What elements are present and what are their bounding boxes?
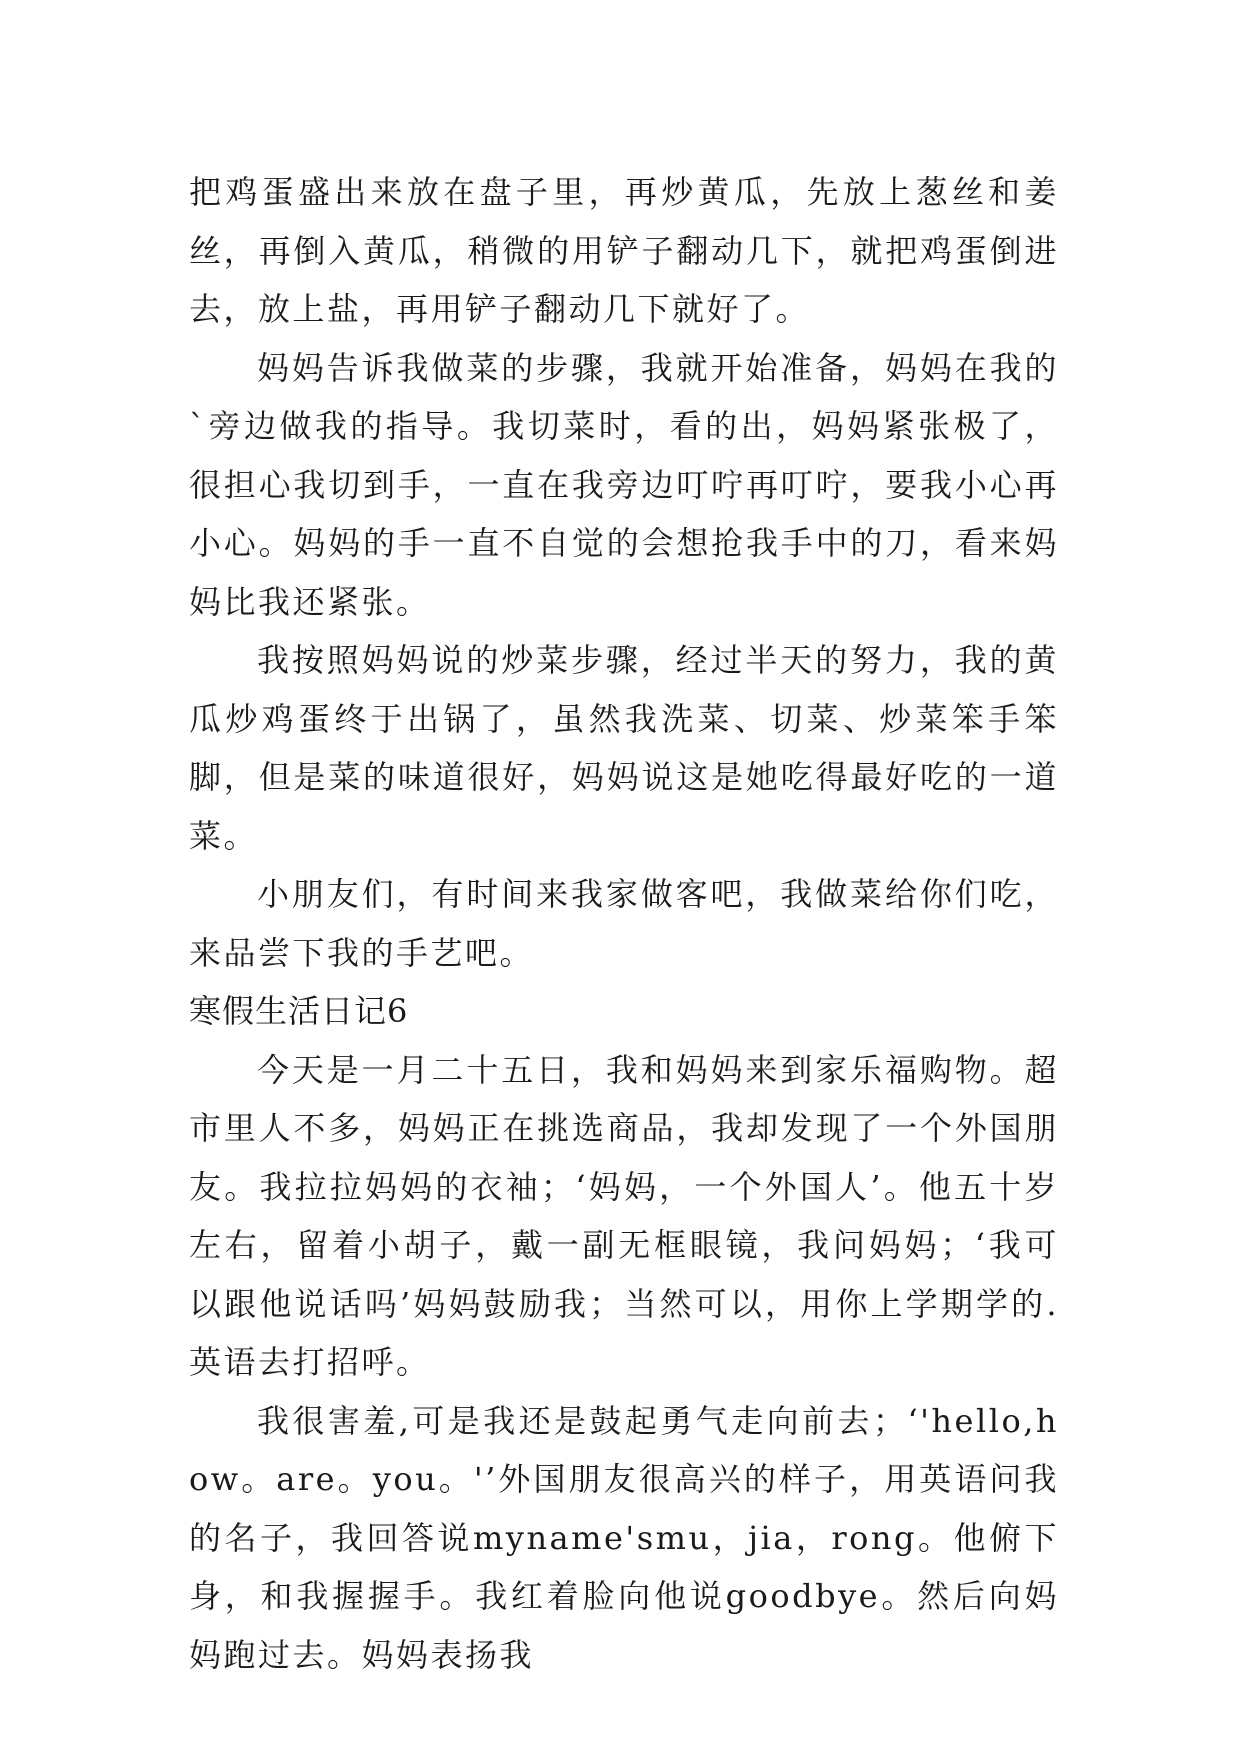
paragraph-continued: 把鸡蛋盛出来放在盘子里，再炒黄瓜，先放上葱丝和姜丝，再倒入黄瓜，稍微的用铲子翻动几下，就把鸡蛋倒进去，放上盐，再用铲子翻动几下就好了。 [189, 173, 1059, 328]
paragraph: 小朋友们，有时间来我家做客吧，我做菜给你们吃，来品尝下我的手艺吧。 [189, 875, 1059, 972]
paragraph: 我按照妈妈说的炒菜步骤，经过半天的努力，我的黄瓜炒鸡蛋终于出锅了，虽然我洗菜、切菜、炒菜笨手笨脚，但是菜的味道很好，妈妈说这是她吃得最好吃的一道菜。 [189, 641, 1059, 855]
paragraph: 今天是一月二十五日，我和妈妈来到家乐福购物。超市里人不多，妈妈正在挑选商品，我却发现了一个外国朋友。我拉拉妈妈的衣袖；‘妈妈，一个外国人’。他五十岁左右，留着小胡子，戴一副无框眼镜，我问妈妈；‘我可以跟他说话吗’妈妈鼓励我；当然可以，用你上学期学的.英语去打招呼。 [189, 1050, 1059, 1381]
section-title: 寒假生活日记6 [189, 992, 409, 1030]
paragraph: 我很害羞,可是我还是鼓起勇气走向前去；‘'hello,how。are。you。'’外国朋友很高兴的样子，用英语问我的名子，我回答说myname'smu，jia，rong。他俯下身，和我握握手。我红着脸向他说goodbye。然后向妈妈跑过去。妈妈表扬我 [189, 1401, 1059, 1674]
document-body [189, 163, 1059, 1684]
paragraph: 妈妈告诉我做菜的步骤，我就开始准备，妈妈在我的`旁边做我的指导。我切菜时，看的出，妈妈紧张极了，很担心我切到手，一直在我旁边叮咛再叮咛，要我小心再小心。妈妈的手一直不自觉的会想抢我手中的刀，看来妈妈比我还紧张。 [189, 348, 1059, 621]
